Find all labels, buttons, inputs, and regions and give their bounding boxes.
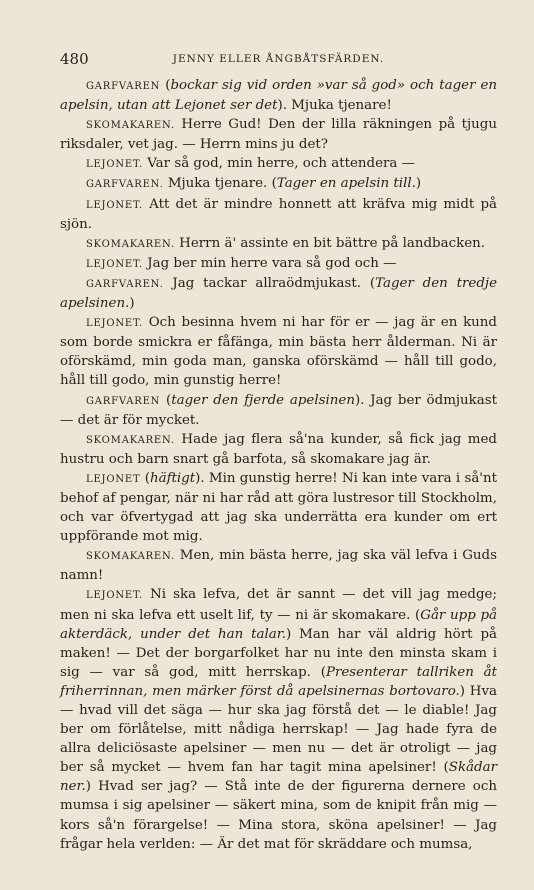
speaker-name: GARFVAREN. bbox=[86, 179, 164, 191]
speech-text: Herrn ä' assinte en bit bättre på landbacken. bbox=[174, 235, 486, 251]
dialogue-paragraph bbox=[60, 154, 497, 174]
speech-text: ( bbox=[140, 470, 150, 486]
dialogue-paragraph bbox=[60, 234, 497, 254]
page-number: 480 bbox=[60, 50, 89, 68]
speech-text: ( bbox=[160, 392, 172, 408]
speech-text: ). Jag ber ödmjukast — det är för mycket. bbox=[60, 392, 498, 428]
speaker-name: GARFVAREN bbox=[86, 395, 161, 407]
dialogue-paragraph bbox=[60, 391, 497, 430]
dialogue-paragraph bbox=[60, 469, 497, 546]
speaker-name: SKOMAKAREN. bbox=[86, 434, 175, 446]
speech-text: Mjuka tjenare. ( bbox=[163, 176, 277, 192]
speaker-name: SKOMAKAREN. bbox=[86, 120, 175, 132]
speech-text: ) Hvad ser jag? — Stå inte de der figurerna dernere och mumsa i sig apelsiner — säkert mina, som de knipit från mig — kors så'n förargelse! — Mina stora, sköna apelsiner! — Jag frågar hela verlden: — Är det mat för skräddare och mumsa, bbox=[60, 779, 497, 852]
speech-text: Ni ska lefva, det är sannt — det vill jag medge; men ni ska lefva ett uselt lif, ty — ni är skomakare. ( bbox=[60, 587, 497, 623]
speech-text: ) bbox=[129, 296, 135, 312]
speaker-name: LEJONET. bbox=[86, 258, 143, 270]
dialogue-paragraph bbox=[60, 430, 497, 469]
speaker-name: LEJONET. bbox=[86, 199, 143, 211]
speech-text: Hade jag flera så'na kunder, så fick jag med hustru och barn snart gå barfota, så skomakare jag är. bbox=[60, 431, 497, 467]
dialogue-paragraph bbox=[60, 115, 497, 154]
dialogue-paragraph bbox=[60, 195, 497, 234]
speech-text: Jag tackar allraödmjukast. ( bbox=[163, 275, 376, 291]
speech-text: Men, min bästa herre, jag ska väl lefva i Guds namn! bbox=[60, 548, 497, 584]
speaker-name: LEJONET. bbox=[86, 318, 143, 330]
speech-text: ) bbox=[415, 176, 422, 192]
play-text bbox=[60, 76, 497, 854]
stage-direction: Skådar ner. bbox=[60, 760, 497, 795]
speech-text: Var så god, min herre, och attendera — bbox=[142, 156, 416, 172]
speech-text: Att det är mindre honnett att kräfva mig midt på sjön. bbox=[60, 196, 497, 232]
dialogue-paragraph bbox=[60, 585, 497, 853]
dialogue-paragraph bbox=[60, 254, 497, 274]
speech-text: ) Man har väl aldrig hört på maken! — Det der borgarfolket har nu inte den minsta skam i sig — var så god, mitt herrskap. ( bbox=[60, 626, 497, 680]
stage-direction: Går upp på akterdäck, under det han talar. bbox=[60, 607, 497, 642]
stage-direction: häftigt bbox=[149, 470, 196, 486]
speaker-name: LEJONET. bbox=[86, 159, 143, 171]
speaker-name: SKOMAKAREN. bbox=[86, 551, 175, 563]
speech-text: ( bbox=[160, 78, 171, 93]
speech-text: ) Hva — hvad vill det säga — hur ska jag förstå det — le diable! Jag ber om förlåtelse, mitt nådiga herrskap! — Jag hade fyra de allra deliciösaste apelsiner — men nu — det är otroligt — jag ber så mycket — hvem fan har tagit mina apelsiner! ( bbox=[60, 683, 497, 776]
stage-direction: bockar sig vid orden »var så god» och tager en apelsin, utan att Lejonet ser det bbox=[60, 78, 497, 114]
speaker-name: SKOMAKAREN. bbox=[86, 238, 175, 250]
dialogue-paragraph bbox=[60, 76, 497, 115]
speaker-name: LEJONET bbox=[86, 473, 141, 485]
dialogue-paragraph bbox=[60, 313, 497, 390]
stage-direction: Tager en apelsin till. bbox=[276, 176, 416, 192]
dialogue-paragraph bbox=[60, 274, 497, 313]
page-header bbox=[60, 50, 497, 70]
speech-text: ). Min gunstig herre! Ni kan inte vara i så'nt behof af pengar, när ni har råd att göra lustresor till Stockholm, och var öfvertygad att jag ska underrätta era kunder om ert uppförande mot mig. bbox=[60, 470, 497, 545]
speech-text: Och besinna hvem ni har för er — jag är en kund som borde smickra er fåfänga, min bästa herr ålderman. Ni är oförskämd, min goda man, ganska oförskämd — håll till godo, håll till godo, min gunstig herre! bbox=[60, 315, 497, 389]
speaker-name: GARFVAREN. bbox=[86, 278, 164, 290]
stage-direction: tager den fjerde apelsinen bbox=[171, 392, 355, 408]
dialogue-paragraph bbox=[60, 174, 497, 194]
speaker-name: LEJONET. bbox=[86, 590, 143, 602]
speech-text: Jag ber min herre vara så god och — bbox=[142, 255, 397, 271]
stage-direction: Presenterar tallriken åt friherrinnan, men märker först då apelsinernas bortovaro. bbox=[60, 664, 497, 699]
dialogue-paragraph bbox=[60, 546, 497, 585]
running-title: JENNY ELLER ÅNGBÅTSFÄRDEN. bbox=[172, 53, 385, 65]
speech-text: ). Mjuka tjenare! bbox=[277, 98, 392, 114]
stage-direction: Tager den tredje apelsinen. bbox=[60, 275, 498, 312]
speaker-name: GARFVAREN bbox=[86, 81, 161, 92]
speech-text: Herre Gud! Den der lilla räkningen på tjugu riksdaler, vet jag. — Herrn mins ju det? bbox=[60, 117, 497, 153]
